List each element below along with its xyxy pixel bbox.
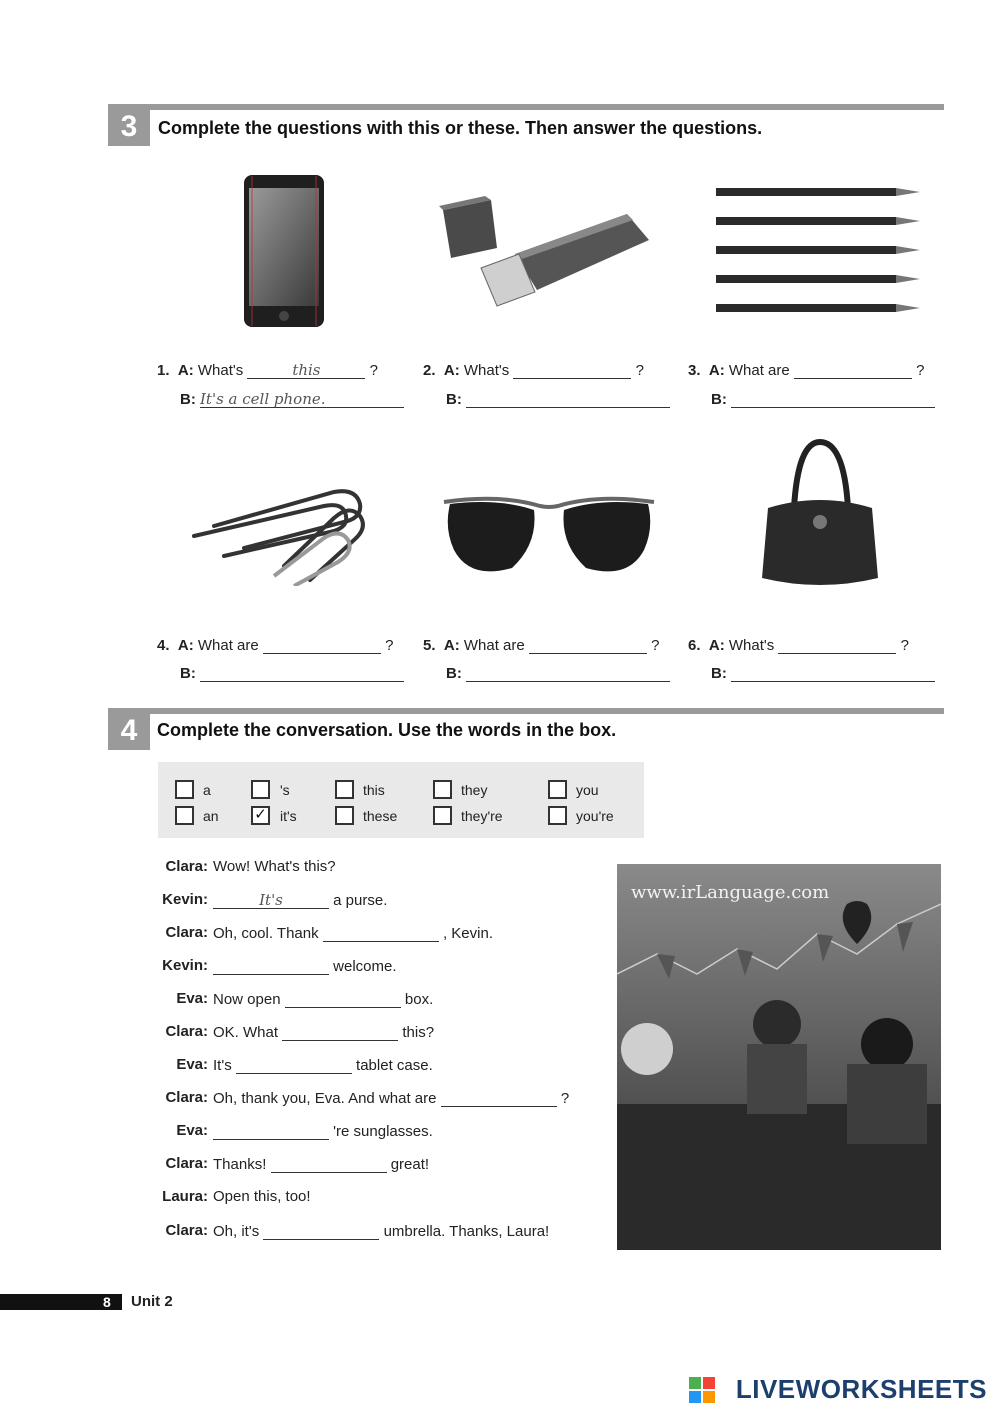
question-5-a: 5. A: What are ? (423, 637, 660, 654)
section4-number: 4 (108, 712, 150, 750)
checkbox-theyre[interactable] (433, 806, 452, 825)
check-mark-icon: ✓ (254, 806, 267, 823)
speaker-12: Clara: (165, 1222, 208, 1239)
question-4-a: 4. A: What are ? (157, 637, 394, 654)
speaker-2: Kevin: (162, 891, 208, 908)
party-photo (617, 864, 941, 1250)
speaker-6: Clara: (165, 1023, 208, 1040)
checkbox-s[interactable] (251, 780, 270, 799)
word-youre: you're (576, 808, 614, 824)
section4-bar (108, 708, 944, 714)
question-4-b: B: (180, 664, 404, 682)
conv-answer-4[interactable] (213, 957, 329, 975)
checkbox-this[interactable] (335, 780, 354, 799)
word-these: these (363, 808, 398, 824)
answer-5-b[interactable] (466, 664, 670, 682)
word-s: 's (280, 782, 290, 798)
conv-line-3: Oh, cool. Thank , Kevin. (213, 925, 493, 942)
section3-title: Complete the questions with this or these. Then answer the questions. (158, 118, 763, 138)
speaker-4: Kevin: (162, 957, 208, 974)
conv-line-5: Now open box. (213, 991, 434, 1008)
answer-2-b[interactable] (466, 390, 670, 408)
unit-label: Unit 2 (131, 1293, 173, 1310)
conv-answer-6[interactable] (282, 1023, 398, 1041)
section3-number: 3 (108, 108, 150, 146)
question-3-a: 3. A: What are ? (688, 362, 925, 379)
conv-line-9: 're sunglasses. (213, 1122, 433, 1140)
word-they: they (461, 782, 488, 798)
answer-3-b[interactable] (731, 390, 935, 408)
speaker-11: Laura: (162, 1188, 208, 1205)
conv-line-4: welcome. (213, 957, 397, 975)
conv-answer-3[interactable] (323, 924, 439, 942)
checkbox-a[interactable] (175, 780, 194, 799)
brand-name: LIVEWORKSHEETS (735, 1374, 987, 1404)
answer-6-a[interactable] (778, 636, 896, 654)
cell-phone-image (243, 174, 325, 328)
question-3-b: B: (711, 390, 935, 408)
question-2-b: B: (446, 390, 670, 408)
word-you: you (576, 782, 599, 798)
answer-1-a[interactable]: this (247, 361, 365, 379)
speaker-8: Clara: (165, 1089, 208, 1106)
question-1-a: 1. A: What's this ? (157, 361, 378, 379)
page-number: 8 (103, 1294, 111, 1310)
section4-title: Complete the conversation. Use the words in the box. (157, 720, 617, 740)
conv-answer-5[interactable] (285, 990, 401, 1008)
conv-line-6: OK. What this? (213, 1024, 435, 1041)
checkbox-you[interactable] (548, 780, 567, 799)
speaker-5: Eva: (176, 990, 208, 1007)
conv-answer-7[interactable] (236, 1056, 352, 1074)
answer-3-a[interactable] (794, 361, 912, 379)
word-an: an (203, 808, 219, 824)
checkbox-an[interactable] (175, 806, 194, 825)
answer-4-b[interactable] (200, 664, 404, 682)
conv-answer-12[interactable] (263, 1222, 379, 1240)
section3-bar (108, 104, 944, 110)
question-5-b: B: (446, 664, 670, 682)
conv-line-1: Wow! What's this? (213, 858, 336, 875)
answer-4-a[interactable] (263, 636, 381, 654)
handbag-image (758, 438, 882, 588)
checkbox-youre[interactable] (548, 806, 567, 825)
pencils-image (714, 184, 924, 318)
speaker-10: Clara: (165, 1155, 208, 1172)
checkbox-they[interactable] (433, 780, 452, 799)
sunglasses-image (440, 488, 658, 580)
speaker-1: Clara: (165, 858, 208, 875)
paper-clips-image (184, 486, 374, 586)
conv-line-10: Thanks! great! (213, 1156, 430, 1173)
conv-line-8: Oh, thank you, Eva. And what are ? (213, 1090, 570, 1107)
conv-answer-10[interactable] (271, 1155, 387, 1173)
checkbox-its[interactable] (251, 806, 270, 825)
answer-2-a[interactable] (513, 361, 631, 379)
conv-line-11: Open this, too! (213, 1188, 311, 1205)
conv-line-7: It's tablet case. (213, 1057, 433, 1074)
photo-watermark: www.irLanguage.com (631, 882, 830, 903)
answer-5-a[interactable] (529, 636, 647, 654)
speaker-3: Clara: (165, 924, 208, 941)
question-2-a: 2. A: What's ? (423, 362, 644, 379)
question-6-b: B: (711, 664, 935, 682)
liveworksheets-logo-icon (689, 1377, 715, 1403)
checkbox-these[interactable] (335, 806, 354, 825)
word-theyre: they're (461, 808, 503, 824)
word-its: it's (280, 808, 297, 824)
question-1-b: B: It's a cell phone. (180, 390, 404, 408)
conv-line-2: It's a purse. (213, 891, 387, 909)
answer-1-b[interactable]: It's a cell phone. (200, 390, 404, 408)
usb-drive-image (437, 196, 659, 308)
word-a: a (203, 782, 211, 798)
conv-answer-2[interactable]: It's (213, 891, 329, 909)
conv-line-12: Oh, it's umbrella. Thanks, Laura! (213, 1223, 550, 1240)
conv-answer-8[interactable] (441, 1089, 557, 1107)
word-box (158, 762, 644, 838)
speaker-9: Eva: (176, 1122, 208, 1139)
speaker-7: Eva: (176, 1056, 208, 1073)
word-this: this (363, 782, 385, 798)
question-6-a: 6. A: What's ? (688, 637, 909, 654)
answer-6-b[interactable] (731, 664, 935, 682)
conv-answer-9[interactable] (213, 1122, 329, 1140)
